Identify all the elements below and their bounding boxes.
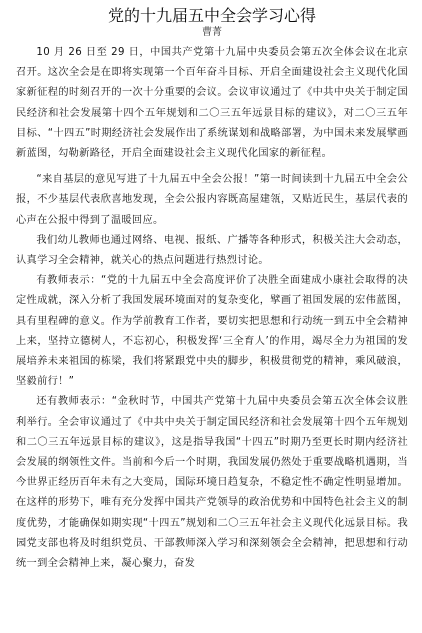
- paragraph-5: 还有教师表示：“金秋时节，中国共产党第十九届中央委员会第五次全体会议胜利举行。全会审议通过了《中共中央关于制定国民经济和社会发展第十四个五年规划和二〇三五年远景目标的建议》，这是指导我国“十四五”时期乃至更长时期内经济社会发展的纲领性文件。当前和今后一个时期，我国发展仍然处于重要战略机遇期，当今世界正经历百年未有之大变局，国际环境日趋复杂，不稳定性不确定性明显增加。在这样的形势下，唯有充分发挥中国共产党领导的政治优势和中国特色社会主义的制度优势，才能确保如期实现“十四五”规划和二〇三五年社会主义现代化远景目标。我园党支部也将及时组织党员、干部教师深入学习和深刻领会全会精神，把思想和行动统一到全会精神上来，凝心聚力，奋发: [16, 396, 408, 570]
- paragraph-4: 有教师表示：“党的十九届五中全会高度评价了决胜全面建成小康社会取得的决定性成就，深入分析了我国发展环境面对的复杂变化，擘画了祖国发展的宏伟蓝图，具有里程碑的意义。作为学前教育工作者，要切实把思想和行动统一到五中全会精神上来，坚持立德树人，不忘初心，积极发挥‘三全育人’的作用，竭尽全力为祖国的发展培养未来祖国的栋梁，我们将紧跟党中央的脚步，积极贯彻党的精神，乘风破浪，坚毅前行！”: [16, 275, 408, 388]
- paragraph-2: “来自基层的意见写进了十九届五中全会公报！”第一时间读到十九届五中全会公报，不少基层代表欣喜地发现，全会公报内容既高屋建瓴，又贴近民生，基层代表的心声在公报中得到了温暖回应。: [16, 174, 408, 226]
- paragraph-3: 我们幼儿教师也通过网络、电视、报纸、广播等各种形式，积极关注大会动态，认真学习全会精神，就关心的热点问题进行热烈讨论。: [16, 234, 408, 267]
- document-author: 曹菁: [202, 27, 222, 38]
- paragraph-1: 10 月 26 日至 29 日，中国共产党第十九届中央委员会第五次全体会议在北京召开。这次全会是在即将实现第一个百年奋斗目标、开启全面建设社会主义现代化国家新征程的时刻召开的一次十分重要的会议。会议审议通过了《中共中央关于制定国民经济和社会发展第十四个五年规划和二〇三五年远景目标的建议》，对二〇三五年目标、“十四五”时期经济社会发展作出了系统谋划和战略部署，为中国未来发展擘画新蓝图，勾勒新路径，开启全面建设社会主义现代化国家的新征程。: [16, 47, 408, 160]
- document-title: 党的十九届五中全会学习心得: [107, 6, 316, 25]
